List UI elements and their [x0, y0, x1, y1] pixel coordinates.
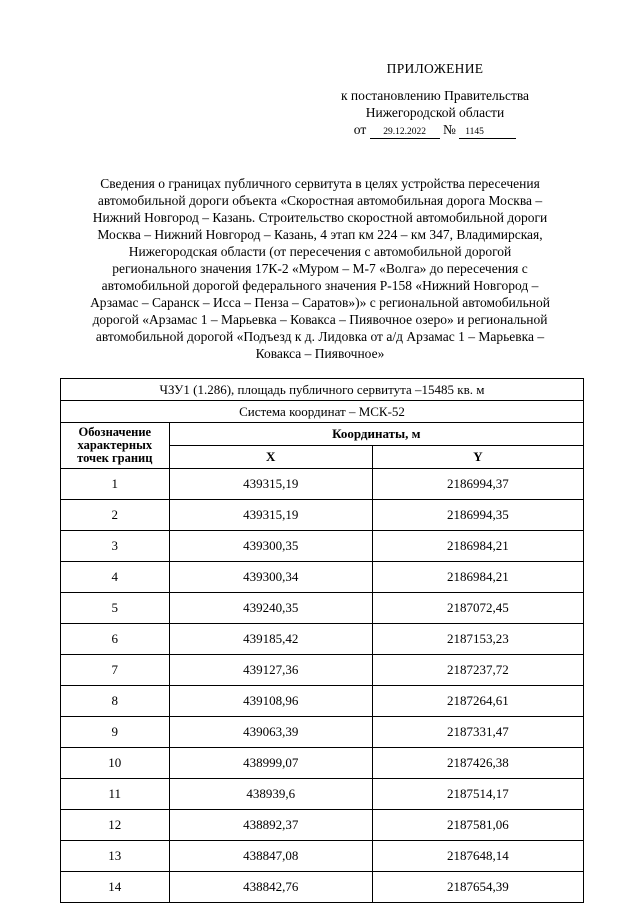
- point-label-header: Обозначение характерных точек границ: [61, 423, 170, 469]
- coordinate-system-cell: Система координат – МСК-52: [61, 401, 584, 423]
- x-coordinate-cell: 439063,39: [169, 717, 372, 748]
- appendix-title: ПРИЛОЖЕНИЕ: [386, 61, 484, 76]
- point-number-cell: 13: [61, 841, 170, 872]
- y-coordinate-cell: 2187426,38: [372, 748, 583, 779]
- point-number-cell: 2: [61, 500, 170, 531]
- table-row: [61, 686, 584, 717]
- table-row: [61, 841, 584, 872]
- y-coordinate-cell: 2186994,35: [372, 500, 583, 531]
- point-number-cell: 7: [61, 655, 170, 686]
- table-row: [61, 872, 584, 903]
- point-number-cell: 9: [61, 717, 170, 748]
- y-coordinate-cell: 2187153,23: [372, 624, 583, 655]
- header-row-1: [61, 423, 584, 446]
- parcel-row: [61, 379, 584, 401]
- table-row: [61, 779, 584, 810]
- x-coordinate-cell: 439300,35: [169, 531, 372, 562]
- table-row: [61, 500, 584, 531]
- table-row: [61, 624, 584, 655]
- appendix-date-row: [300, 121, 570, 139]
- point-number-cell: 1: [61, 469, 170, 500]
- decree-number: 1145: [459, 127, 516, 139]
- appendix-block: [300, 60, 570, 139]
- coordinates-header: Координаты, м: [169, 423, 583, 446]
- y-coordinate-cell: 2186984,21: [372, 562, 583, 593]
- point-number-cell: 14: [61, 872, 170, 903]
- x-coordinate-cell: 439315,19: [169, 469, 372, 500]
- decree-date: 29.12.2022: [370, 127, 440, 139]
- y-coordinate-cell: 2187514,17: [372, 779, 583, 810]
- table-row: [61, 593, 584, 624]
- x-coordinate-cell: 439315,19: [169, 500, 372, 531]
- point-number-cell: 3: [61, 531, 170, 562]
- heading-line: Сведения о границах публичного сервитута в целях устройства пересечения: [100, 176, 540, 191]
- coordinates-table: [60, 378, 584, 903]
- heading-line: автомобильной дорогой федерального значения Р-158 «Нижний Новгород –: [101, 278, 539, 293]
- table-row: [61, 655, 584, 686]
- x-coordinate-cell: 438842,76: [169, 872, 372, 903]
- appendix-line-2: Нижегородской области: [365, 105, 505, 120]
- heading-line: автомобильной дороги объекта «Скоростная автомобильная дорога Москва –: [97, 193, 543, 208]
- heading-line: регионального значения 17К-2 «Муром – М-7 «Волга» до пересечения с: [112, 261, 528, 276]
- y-coordinate-cell: 2187237,72: [372, 655, 583, 686]
- y-coordinate-cell: 2187331,47: [372, 717, 583, 748]
- coordinate-system-row: [61, 401, 584, 423]
- y-coordinate-cell: 2187654,39: [372, 872, 583, 903]
- y-coordinate-cell: 2186984,21: [372, 531, 583, 562]
- table-row: [61, 810, 584, 841]
- x-header: X: [169, 446, 372, 469]
- heading-line: дорогой «Арзамас 1 – Марьевка – Ковакса – Пиявочное озеро» и региональной: [92, 312, 548, 327]
- y-coordinate-cell: 2187072,45: [372, 593, 583, 624]
- x-coordinate-cell: 438939,6: [169, 779, 372, 810]
- x-coordinate-cell: 439240,35: [169, 593, 372, 624]
- y-coordinate-cell: 2187264,61: [372, 686, 583, 717]
- from-label: от: [353, 122, 367, 137]
- heading-line: Москва – Нижний Новгород – Казань, 4 этап км 224 – км 347, Владимирская,: [97, 227, 543, 242]
- point-number-cell: 4: [61, 562, 170, 593]
- heading-line: Нижний Новгород – Казань. Строительство скоростной автомобильной дороги: [92, 210, 548, 225]
- x-coordinate-cell: 439127,36: [169, 655, 372, 686]
- y-coordinate-cell: 2187648,14: [372, 841, 583, 872]
- y-header: Y: [372, 446, 583, 469]
- appendix-line-1: к постановлению Правительства: [340, 88, 530, 103]
- table-row: [61, 717, 584, 748]
- heading-line: Ковакса – Пиявочное»: [255, 346, 385, 361]
- parcel-cell: ЧЗУ1 (1.286), площадь публичного сервитута –15485 кв. м: [61, 379, 584, 401]
- x-coordinate-cell: 439185,42: [169, 624, 372, 655]
- x-coordinate-cell: 439300,34: [169, 562, 372, 593]
- point-number-cell: 10: [61, 748, 170, 779]
- x-coordinate-cell: 438847,08: [169, 841, 372, 872]
- table-row: [61, 469, 584, 500]
- x-coordinate-cell: 438892,37: [169, 810, 372, 841]
- x-coordinate-cell: 438999,07: [169, 748, 372, 779]
- table-row: [61, 562, 584, 593]
- point-number-cell: 6: [61, 624, 170, 655]
- heading-line: Нижегородская области (от пересечения с автомобильной дорогой: [128, 244, 512, 259]
- heading-line: автомобильной дорогой «Подъезд к д. Лидовка от а/д Арзамас 1 – Марьевка –: [95, 329, 545, 344]
- point-number-cell: 11: [61, 779, 170, 810]
- point-number-cell: 12: [61, 810, 170, 841]
- table-row: [61, 531, 584, 562]
- x-coordinate-cell: 439108,96: [169, 686, 372, 717]
- document-heading: [55, 175, 585, 362]
- y-coordinate-cell: 2186994,37: [372, 469, 583, 500]
- point-number-cell: 5: [61, 593, 170, 624]
- number-label: №: [442, 122, 456, 137]
- heading-line: Арзамас – Саранск – Исса – Пенза – Саратов»)» с региональной автомобильной: [90, 295, 550, 310]
- point-number-cell: 8: [61, 686, 170, 717]
- table-row: [61, 748, 584, 779]
- y-coordinate-cell: 2187581,06: [372, 810, 583, 841]
